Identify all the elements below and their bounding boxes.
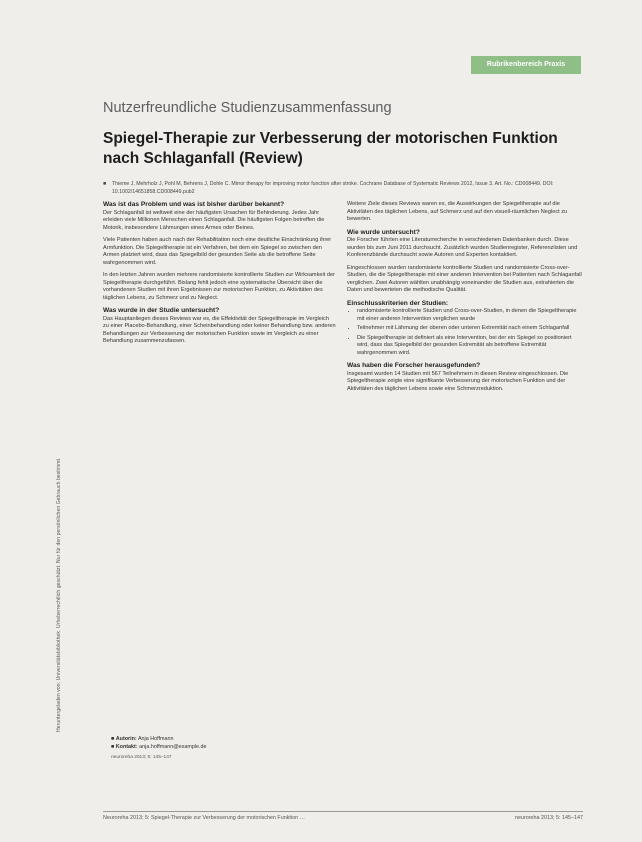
footer-divider: [103, 811, 583, 812]
citation-bullet: ■: [103, 181, 107, 187]
criteria-list: [347, 308, 583, 357]
heading-results: Was haben die Forscher herausgefunden?: [347, 362, 481, 369]
heading-study: Was wurde in der Studie untersucht?: [103, 307, 220, 314]
author-row: ■ Autorin: Anja Hoffmann: [111, 736, 174, 742]
heading-problem: Was ist das Problem und was ist bisher darüber bekannt?: [103, 201, 285, 208]
footer-left: Neuroreha 2013; 5: Spiegel-Therapie zur Verbesserung der motorischen Funktion …: [103, 815, 305, 821]
contact-row: ■ Kontakt: anja.hoffmann@example.de: [111, 743, 207, 750]
contact-email[interactable]: anja.hoffmann@example.de: [139, 743, 207, 750]
list-item: • Die Spiegeltherapie ist definiert als eine Intervention, bei der ein Spiegel so positioniert wird, dass das Spiegelbild der gesunden Extremität als betroffene Extremität wahrgenommen wird.: [357, 335, 583, 358]
paragraph: Eingeschlossen wurden randomisierte kontrollierte Studien und randomisierte Cross-over-Studien, die die Spiegeltherapie mit einer anderen Intervention bei Patienten nach Schlaganfall verglichen. Zwei Autoren wählten unabhängig voneinander die Studien aus, extrahierten die Daten und bewerteten die methodische Qualität.: [347, 264, 582, 293]
citation-text: Thieme J, Mehrholz J, Pohl M, Behrens J, Dohle C. Mirror therapy for improving motor function after stroke. Cochrane Database of Systematic Reviews 2012, Issue 3. Art. No.: CD008449. DOI: 10.1002/14651858.CD008449.pub2: [112, 181, 554, 195]
author-info: [103, 736, 336, 792]
heading-criteria: Einschlusskriterien der Studien:: [347, 299, 449, 307]
section-badge: Rubrikenbereich Praxis: [471, 56, 581, 74]
footer-right: neuroreha 2013; 5: 145–147: [514, 815, 583, 821]
paragraph: Insgesamt wurden 14 Studien mit 567 Teilnehmern in diesen Review eingeschlossen. Die Spiegeltherapie zeigte eine signifikante Verbesserung der motorischen Funktion und der Aktivitäten des täglichen Lebens sowie eine Schmerzreduktion.: [347, 370, 569, 392]
paragraph: Viele Patienten haben auch nach der Rehabilitation noch eine deutliche Einschränkung ihrer Armfunktion. Die Spiegeltherapie ist ein Verfahren, bei dem ein Spiegel so zwischen den Armen platziert wird, dass das Spiegelbild der gesunden Seite als die betroffene Seite wahrgenommen wird.: [103, 237, 332, 266]
left-column: [103, 201, 336, 813]
paragraph: Die Forscher führten eine Literaturrecherche in verschiedenen Datenbanken durch. Diese wurden bis zum Juni 2011 durchsucht. Zusätzlich wurden Studienregister, Referenzlisten und Konferenzbände durchsucht sowie Autoren und Experten kontaktiert.: [347, 237, 578, 258]
side-margin-note: Heruntergeladen von: Universitätsbibliothek. Urheberrechtlich geschützt. Nur für den persönlichen Gebrauch bestimmt.: [56, 457, 62, 732]
section-kicker: Nutzerfreundliche Studienzusammenfassung: [103, 100, 392, 116]
paragraph: Der Schlaganfall ist weltweit eine der häufigsten Ursachen für Behinderung. Jedes Jahr erleiden viele Millionen Menschen einen Schlaganfall. Die häufigsten Folgen betreffen die Motorik, insbesondere Lähmungen eines Armes oder Beines.: [103, 209, 325, 231]
info-source: neuroreha 2013; 5: 145–147: [111, 755, 172, 760]
heading-method: Wie wurde untersucht?: [347, 228, 420, 236]
list-item: • Teilnehmer mit Lähmung der oberen oder unteren Extremität nach einem Schlaganfall: [357, 325, 583, 333]
right-column: [347, 201, 583, 813]
list-item: • randomisierte kontrollierte Studien und Cross-over-Studien, in denen die Spiegeltherapie mit einer anderen Intervention verglichen wurde: [357, 308, 583, 323]
paragraph: In den letzten Jahren wurden mehrere randomisierte kontrollierte Studien zur Wirksamkeit der Spiegeltherapie durchgeführt. Bislang fehlt jedoch eine systematische Übersicht über die vorhandenen Studien mit ihren Ergebnissen zur motorischen Funktion, zu Aktivitäten des täglichen Lebens, zu Schmerz und zu Neglect.: [103, 272, 335, 301]
paragraph: Weitere Ziele dieses Reviews waren es, die Auswirkungen der Spiegeltherapie auf die Aktivitäten des täglichen Lebens, auf Schmerz und auf den visuell-räumlichen Neglect zu bewerten.: [347, 201, 568, 222]
article-title: Spiegel-Therapie zur Verbesserung der motorischen Funktion nach Schlaganfall (Review): [103, 130, 558, 167]
paragraph: Das Hauptanliegen dieses Reviews war es, die Effektivität der Spiegeltherapie im Vergleich zu einer Placebo-Behandlung, einer Scheinbehandlung oder keiner Behandlung bzw. anderen Behandlungen zur Verbesserung der motorischen Funktion sowie im Vergleich zu einer Behandlung zusammenzufassen.: [103, 315, 336, 344]
